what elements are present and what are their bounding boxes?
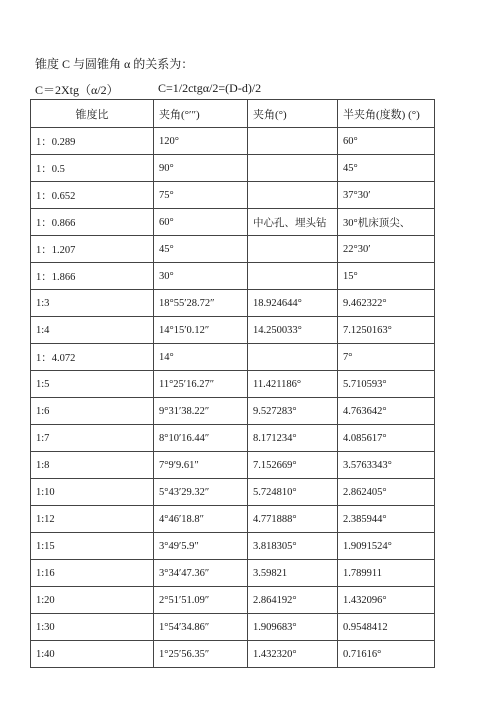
cell-taper-ratio: 1:40: [31, 641, 154, 668]
header-half-angle: 半夹角(度数) (°): [338, 100, 435, 128]
cell-angle-dms: 2°51′51.09″: [154, 587, 248, 614]
cell-half-angle: 37°30′: [338, 182, 435, 209]
intro-text: 锥度 C 与圆锥角 α 的关系为：: [35, 57, 194, 71]
cell-angle-dms: 14°15′0.12″: [154, 317, 248, 344]
cell-taper-ratio: 1:20: [31, 587, 154, 614]
cell-angle-deg: [248, 263, 338, 290]
cell-half-angle: 0.9548412: [338, 614, 435, 641]
cell-half-angle: 5.710593°: [338, 371, 435, 398]
table-row: [31, 587, 435, 614]
cell-angle-deg: 3.59821: [248, 560, 338, 587]
cell-angle-deg: 中心孔、埋头钻: [248, 209, 338, 236]
cell-half-angle: 0.71616°: [338, 641, 435, 668]
cell-angle-dms: 60°: [154, 209, 248, 236]
cell-angle-dms: 1°54′34.86″: [154, 614, 248, 641]
cell-angle-dms: 7°9′9.61″: [154, 452, 248, 479]
cell-angle-deg: 5.724810°: [248, 479, 338, 506]
cell-taper-ratio: 1:7: [31, 425, 154, 452]
cell-taper-ratio: 1:16: [31, 560, 154, 587]
table-row: [31, 371, 435, 398]
cell-half-angle: 2.385944°: [338, 506, 435, 533]
table-row: [31, 344, 435, 371]
cell-taper-ratio: 1：0.866: [31, 209, 154, 236]
table-row: [31, 155, 435, 182]
cell-taper-ratio: 1：0.652: [31, 182, 154, 209]
cell-half-angle: 7°: [338, 344, 435, 371]
cell-angle-dms: 45°: [154, 236, 248, 263]
cell-half-angle: 3.5763343°: [338, 452, 435, 479]
cell-angle-dms: 5°43′29.32″: [154, 479, 248, 506]
table-row: [31, 479, 435, 506]
cell-half-angle: 1.9091524°: [338, 533, 435, 560]
cell-angle-deg: 1.909683°: [248, 614, 338, 641]
cell-angle-dms: 120°: [154, 128, 248, 155]
cell-taper-ratio: 1:5: [31, 371, 154, 398]
cell-angle-deg: 1.432320°: [248, 641, 338, 668]
table-row: [31, 425, 435, 452]
cell-half-angle: 1.789911: [338, 560, 435, 587]
cell-angle-dms: 18°55′28.72″: [154, 290, 248, 317]
formula-taper: C＝2Xtg（α/2）: [35, 83, 119, 97]
cell-half-angle: 7.1250163°: [338, 317, 435, 344]
cell-angle-deg: 7.152669°: [248, 452, 338, 479]
header-angle-dms: 夹角(°′″): [154, 100, 248, 128]
table-row: [31, 641, 435, 668]
cell-half-angle: 30°机床顶尖、: [338, 209, 435, 236]
cell-angle-dms: 4°46′18.8″: [154, 506, 248, 533]
table-body: [31, 128, 435, 668]
cell-angle-dms: 90°: [154, 155, 248, 182]
cell-angle-deg: 8.171234°: [248, 425, 338, 452]
taper-angle-table: [30, 99, 435, 668]
cell-taper-ratio: 1:8: [31, 452, 154, 479]
cell-angle-deg: [248, 155, 338, 182]
cell-taper-ratio: 1：1.207: [31, 236, 154, 263]
cell-angle-dms: 3°49′5.9″: [154, 533, 248, 560]
cell-angle-dms: 75°: [154, 182, 248, 209]
cell-angle-deg: 18.924644°: [248, 290, 338, 317]
cell-half-angle: 1.432096°: [338, 587, 435, 614]
cell-angle-deg: [248, 344, 338, 371]
cell-angle-dms: 11°25′16.27″: [154, 371, 248, 398]
cell-taper-ratio: 1:30: [31, 614, 154, 641]
table-row: [31, 263, 435, 290]
cell-taper-ratio: 1：0.289: [31, 128, 154, 155]
cell-angle-deg: [248, 236, 338, 263]
table-row: [31, 533, 435, 560]
cell-taper-ratio: 1:12: [31, 506, 154, 533]
cell-angle-dms: 30°: [154, 263, 248, 290]
cell-angle-deg: 3.818305°: [248, 533, 338, 560]
cell-half-angle: 22°30′: [338, 236, 435, 263]
header-angle-deg: 夹角(°): [248, 100, 338, 128]
cell-angle-deg: [248, 182, 338, 209]
cell-taper-ratio: 1:3: [31, 290, 154, 317]
cell-angle-deg: 14.250033°: [248, 317, 338, 344]
formula-taper-alt: C=1/2ctgα/2=(D-d)/2: [158, 81, 262, 95]
table-header-row: [31, 100, 435, 128]
cell-taper-ratio: 1：1.866: [31, 263, 154, 290]
cell-half-angle: 4.085617°: [338, 425, 435, 452]
table-row: [31, 182, 435, 209]
cell-angle-dms: 8°10′16.44″: [154, 425, 248, 452]
cell-half-angle: 45°: [338, 155, 435, 182]
cell-taper-ratio: 1:15: [31, 533, 154, 560]
cell-angle-dms: 14°: [154, 344, 248, 371]
cell-taper-ratio: 1:4: [31, 317, 154, 344]
table-row: [31, 209, 435, 236]
cell-half-angle: 2.862405°: [338, 479, 435, 506]
cell-half-angle: 60°: [338, 128, 435, 155]
cell-angle-deg: [248, 128, 338, 155]
header-taper-ratio: 锥度比: [31, 100, 154, 128]
cell-angle-deg: 2.864192°: [248, 587, 338, 614]
table-row: [31, 398, 435, 425]
table-row: [31, 614, 435, 641]
cell-half-angle: 9.462322°: [338, 290, 435, 317]
cell-angle-deg: 11.421186°: [248, 371, 338, 398]
cell-angle-dms: 1°25′56.35″: [154, 641, 248, 668]
table-row: [31, 560, 435, 587]
cell-taper-ratio: 1：4.072: [31, 344, 154, 371]
cell-taper-ratio: 1:6: [31, 398, 154, 425]
table-row: [31, 317, 435, 344]
cell-angle-deg: 4.771888°: [248, 506, 338, 533]
cell-taper-ratio: 1：0.5: [31, 155, 154, 182]
table-row: [31, 236, 435, 263]
cell-half-angle: 4.763642°: [338, 398, 435, 425]
table-row: [31, 506, 435, 533]
cell-half-angle: 15°: [338, 263, 435, 290]
cell-angle-dms: 9°31′38.22″: [154, 398, 248, 425]
cell-taper-ratio: 1:10: [31, 479, 154, 506]
table-row: [31, 128, 435, 155]
table-row: [31, 452, 435, 479]
cell-angle-dms: 3°34′47.36″: [154, 560, 248, 587]
cell-angle-deg: 9.527283°: [248, 398, 338, 425]
table-row: [31, 290, 435, 317]
